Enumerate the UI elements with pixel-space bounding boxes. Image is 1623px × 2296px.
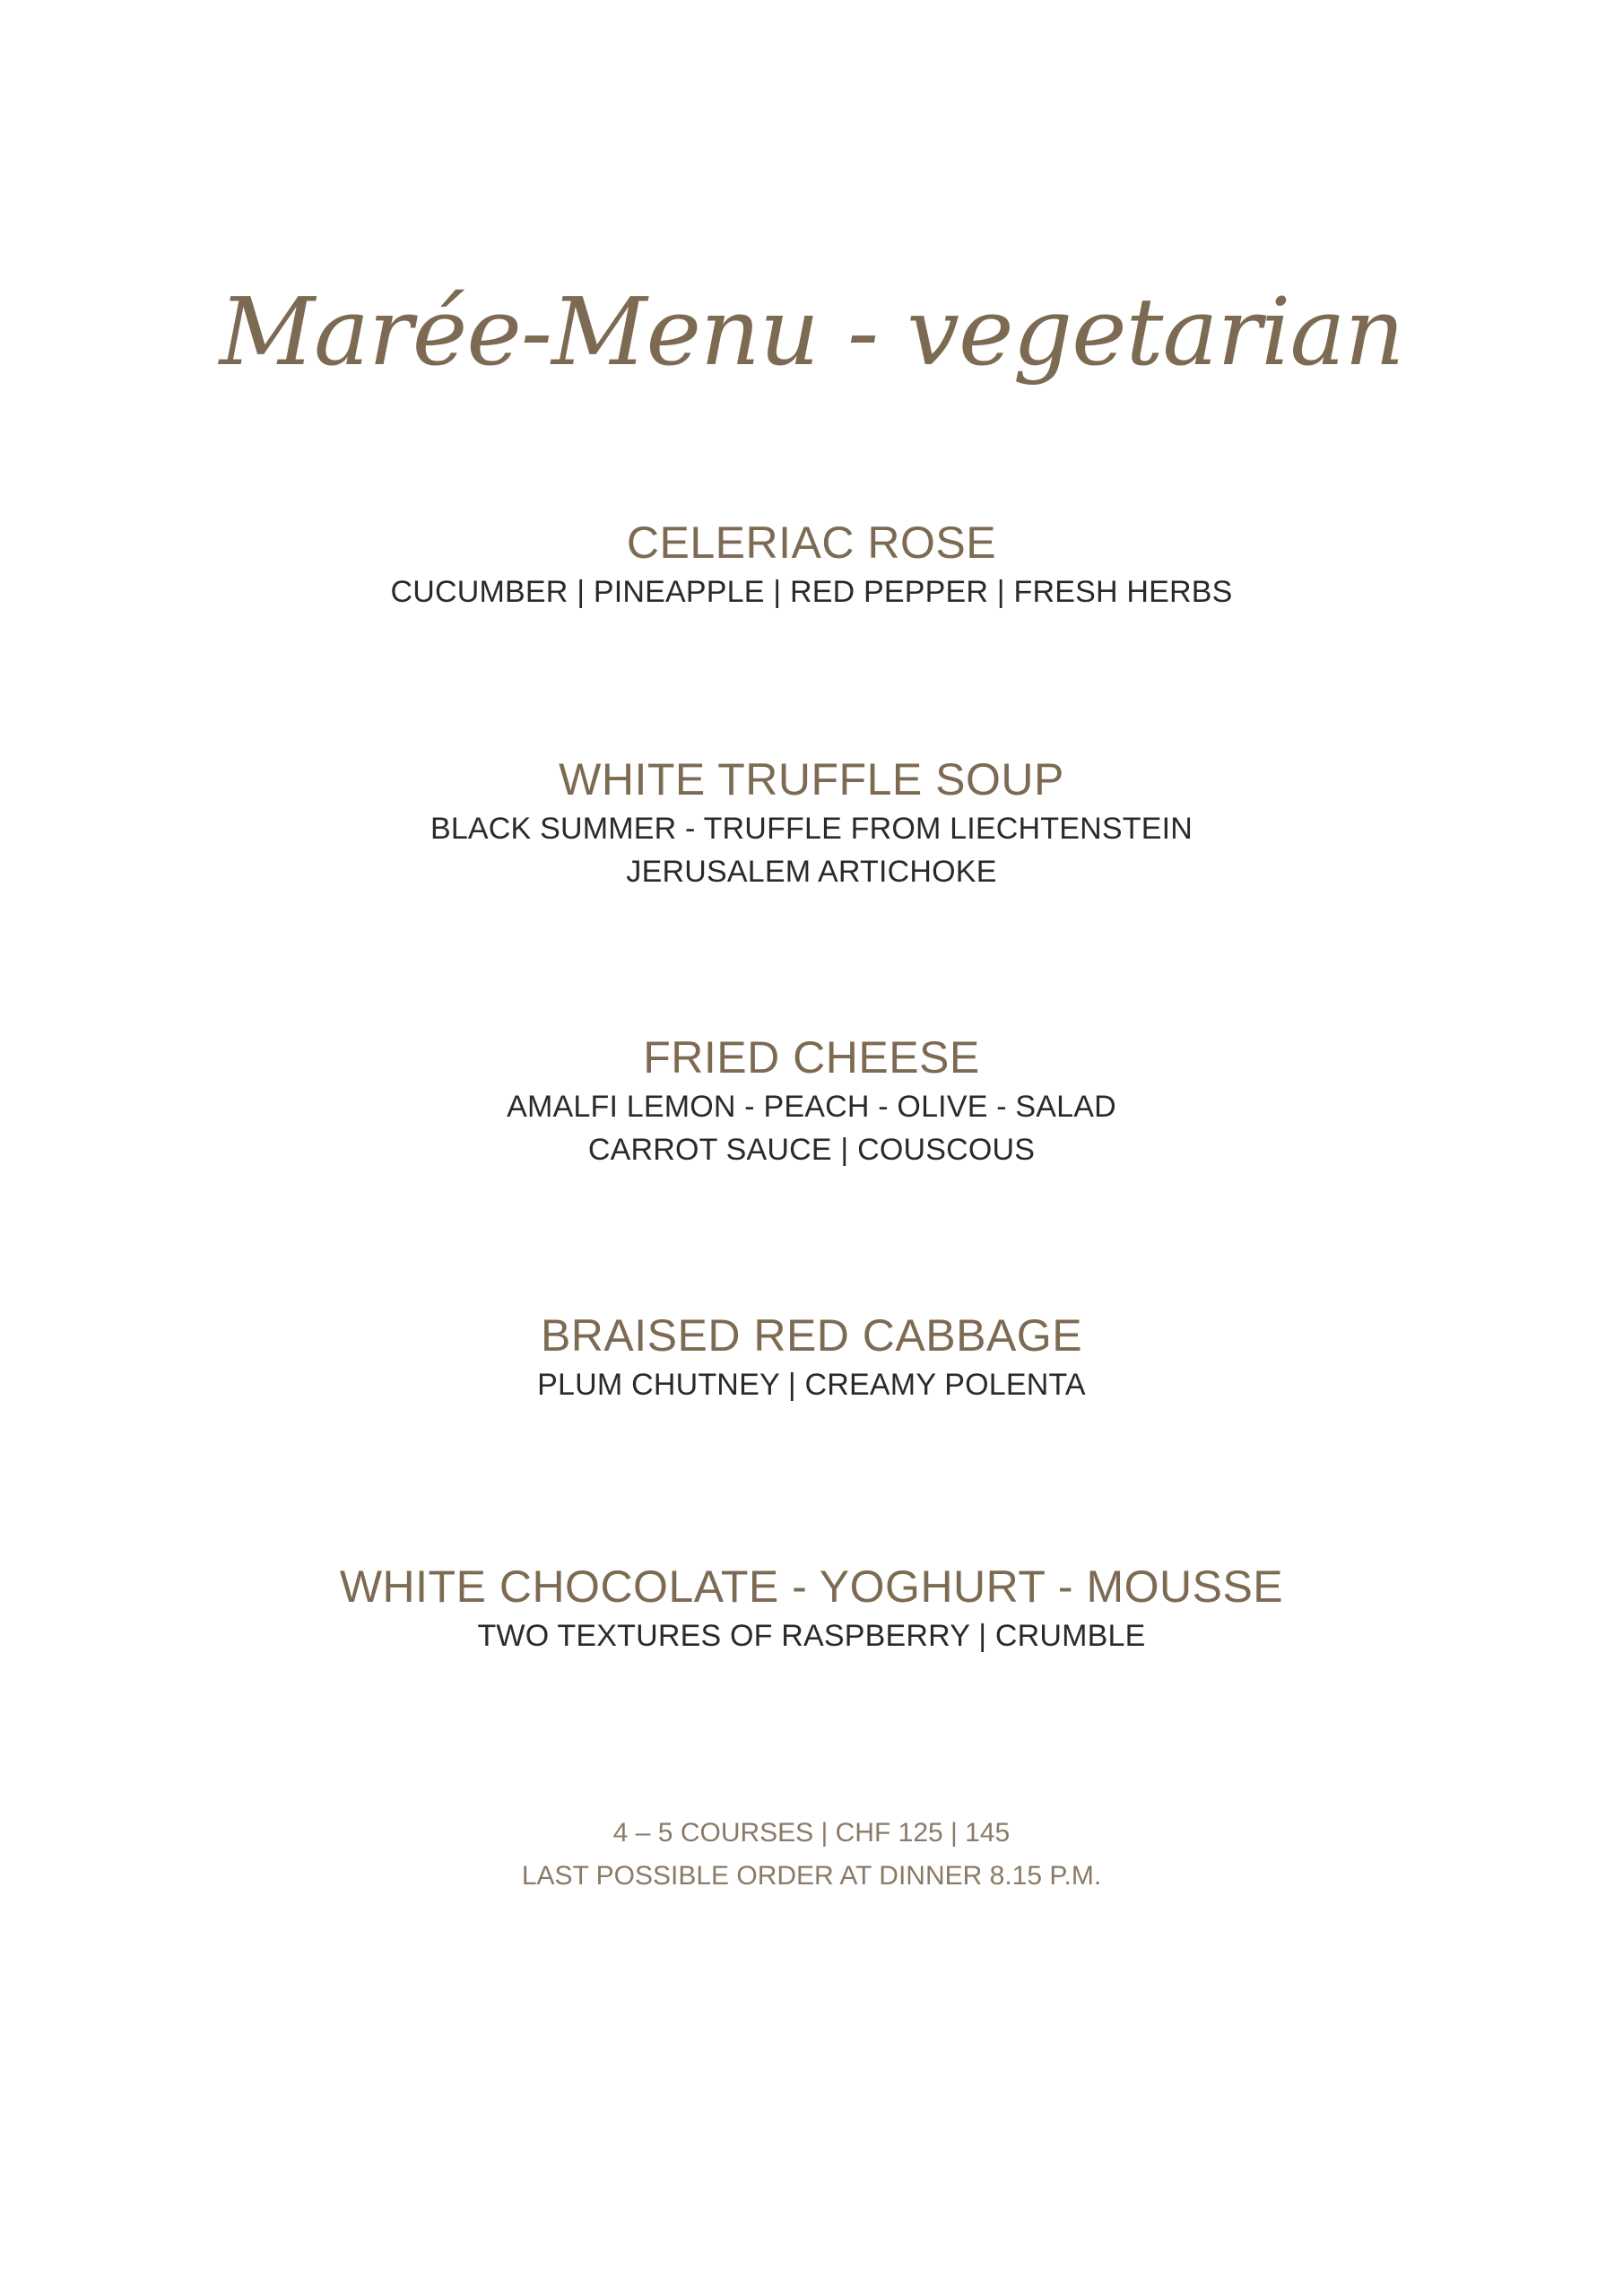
course-fried-cheese [0, 1030, 1623, 1171]
course-title: BRAISED RED CABBAGE [540, 1310, 1083, 1361]
course-pricing: 4 – 5 COURSES | CHF 125 | 145 [612, 1818, 1011, 1848]
course-description: CUCUMBER | PINEAPPLE | RED PEPPER | FRESH HERBS [390, 575, 1233, 609]
course-white-truffle-soup [0, 752, 1623, 893]
course-description: BLACK SUMMER - TRUFFLE FROM LIECHTENSTEIN [430, 812, 1193, 846]
course-description: PLUM CHUTNEY | CREAMY POLENTA [537, 1368, 1086, 1402]
course-braised-red-cabbage [0, 1308, 1623, 1406]
course-title: FRIED CHEESE [643, 1032, 980, 1083]
course-title: WHITE TRUFFLE SOUP [559, 754, 1064, 804]
course-title: WHITE CHOCOLATE - YOGHURT - MOUSSE [339, 1561, 1284, 1612]
menu-title: Marée-Menu - vegetarian [219, 277, 1404, 387]
course-description: CARROT SAUCE | COUSCOUS [587, 1133, 1036, 1167]
course-white-chocolate-yoghurt-mousse [0, 1559, 1623, 1657]
last-order-note: LAST POSSIBLE ORDER AT DINNER 8.15 P.M. [521, 1861, 1102, 1891]
course-description: JERUSALEM ARTICHOKE [626, 855, 997, 889]
menu-footer [0, 1812, 1623, 1898]
course-celeriac-rose [0, 515, 1623, 613]
course-title: CELERIAC ROSE [626, 517, 997, 568]
course-description: TWO TEXTURES OF RASPBERRY | CRUMBLE [477, 1619, 1146, 1653]
course-description: AMALFI LEMON - PEACH - OLIVE - SALAD [507, 1090, 1116, 1124]
